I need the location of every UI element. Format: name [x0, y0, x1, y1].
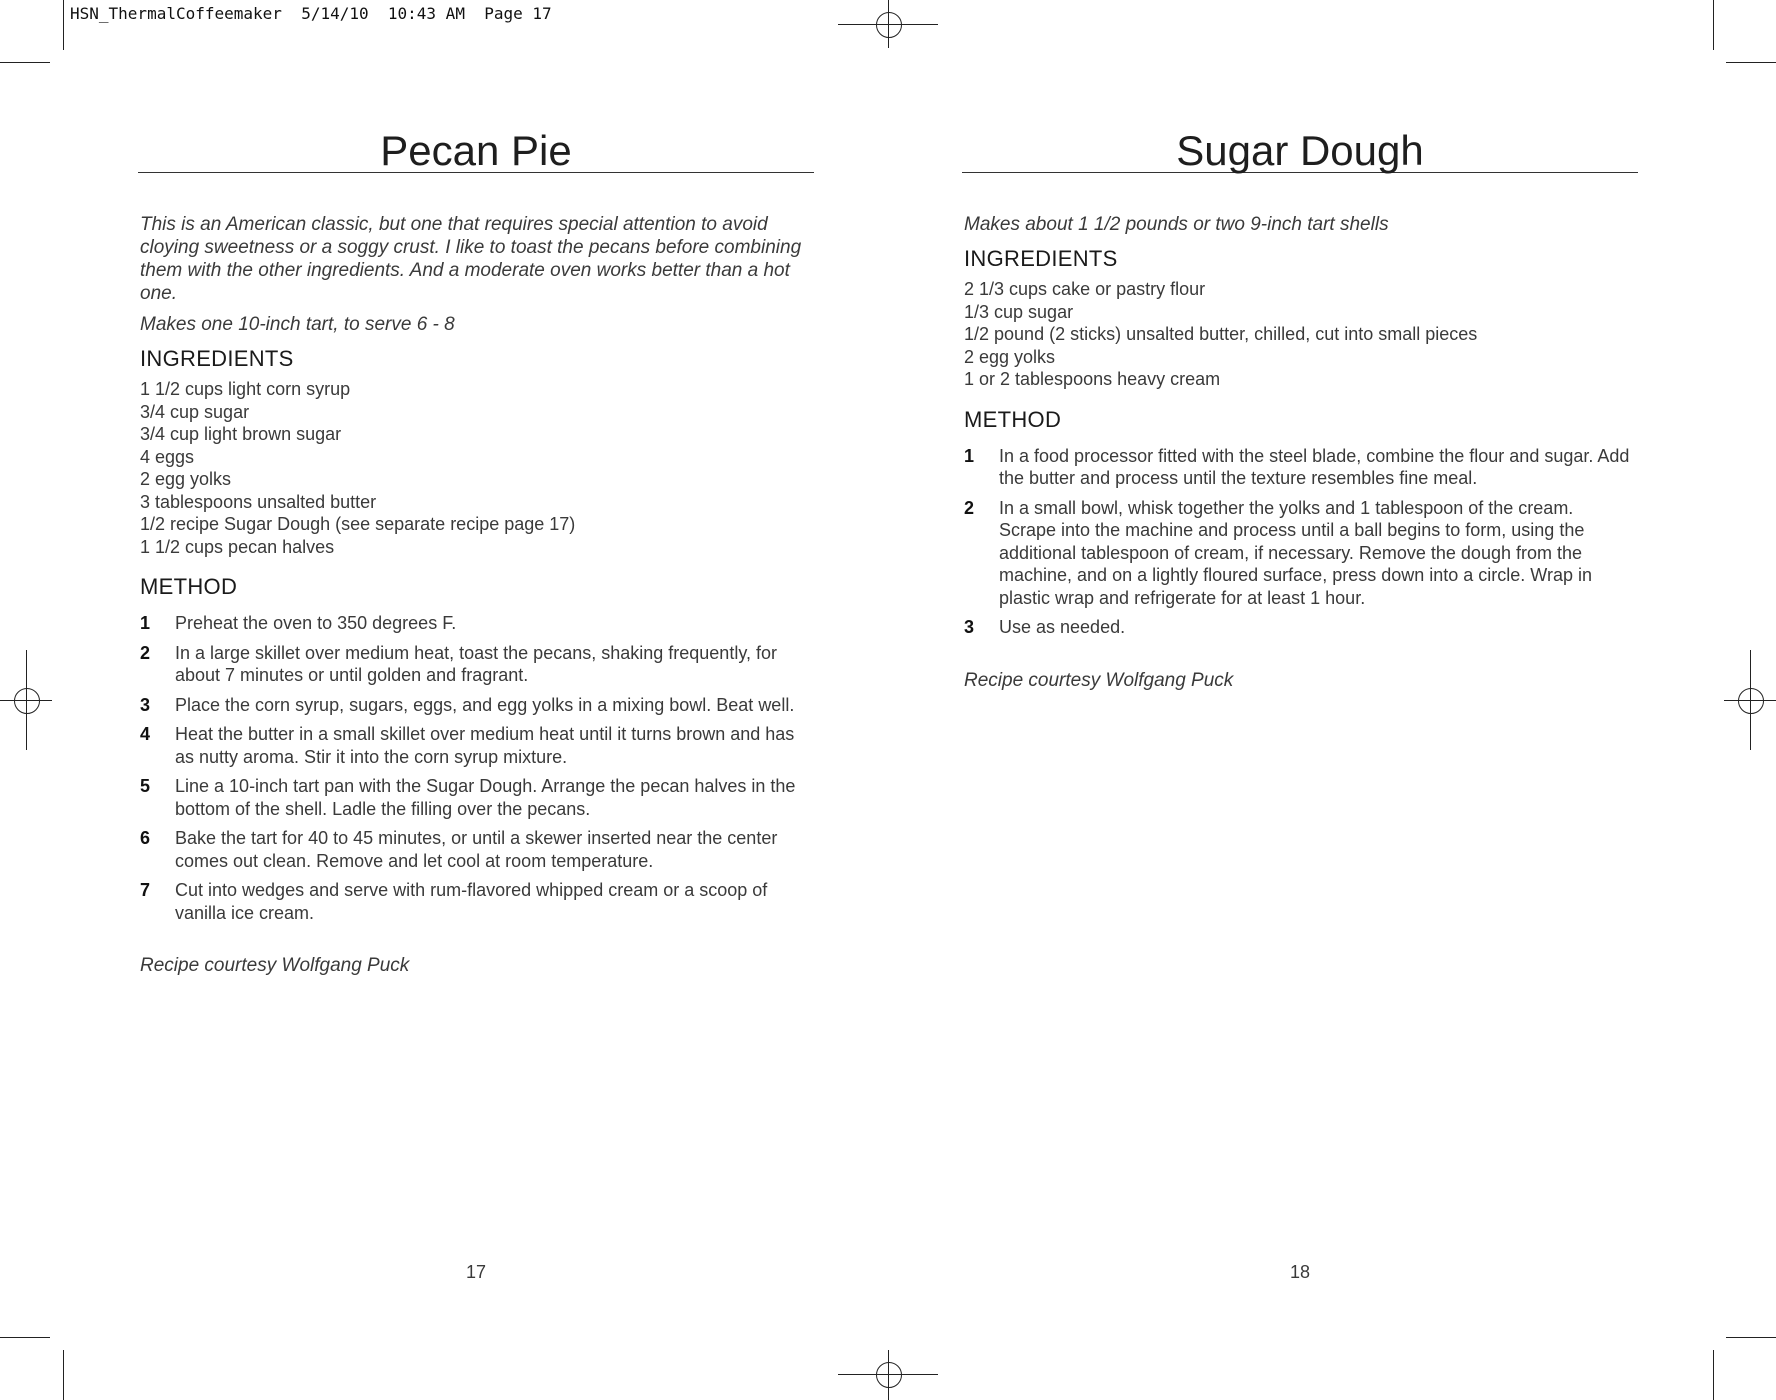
recipe-credit: Recipe courtesy Wolfgang Puck [964, 669, 1234, 691]
step-text: Use as needed. [999, 617, 1126, 637]
recipe-yield: Makes about 1 1/2 pounds or two 9-inch tart shells [964, 214, 1389, 235]
ingredient-item: 4 eggs [140, 446, 195, 467]
method-step [964, 445, 1630, 490]
method-step [140, 642, 806, 687]
method-step [140, 827, 806, 872]
ingredient-item: 2 egg yolks [964, 346, 1056, 367]
method-step [140, 694, 806, 717]
step-text: In a small bowl, whisk together the yolks and 1 tablespoon of the cream. Scrape into the machine and process until a ball begins to form, using the additional tablespoon of cream, if necessary. Remove the dough from the machine, and on a lightly floured surface, press down into a circle. Wrap in plastic wrap and refrigerate for at least 1 hour. [999, 497, 1592, 608]
step-number: 3 [140, 694, 151, 715]
page-number: 18 [1289, 1262, 1311, 1282]
ingredient-item: 1 1/2 cups light corn syrup [140, 379, 351, 399]
recipe-credit: Recipe courtesy Wolfgang Puck [140, 955, 410, 976]
registration-mark [876, 1362, 902, 1388]
ingredient-item: 1/2 pound (2 sticks) unsalted butter, chilled, cut into small pieces [964, 324, 1478, 344]
ingredient-item: 1/2 recipe Sugar Dough (see separate recipe page 17) [140, 514, 576, 534]
recipe-intro: This is an American classic, but one that requires special attention to avoid cloying sweetness or a soggy crust. I like to toast the pecans before combining them with the other ingredients. And a moderate oven works better than a hot one. [140, 214, 802, 304]
registration-mark [14, 688, 40, 714]
step-text: Place the corn syrup, sugars, eggs, and egg yolks in a mixing bowl. Beat well. [175, 694, 795, 715]
crop-mark [1713, 1350, 1714, 1400]
method-list [964, 445, 1630, 639]
crop-mark [63, 1350, 64, 1400]
method-heading: METHOD [964, 406, 1062, 432]
title-rule [962, 120, 1638, 173]
ingredients-heading: INGREDIENTS [140, 346, 294, 371]
step-text: Bake the tart for 40 to 45 minutes, or until a skewer inserted near the center comes out clean. Remove and let cool at room temperature. [175, 828, 778, 871]
ingredient-item: 1 1/2 cups pecan halves [140, 536, 335, 557]
registration-mark [876, 12, 902, 38]
method-step [140, 612, 806, 635]
method-step [140, 775, 806, 820]
step-number: 2 [964, 497, 975, 518]
recipe-title: Sugar Dough [1176, 127, 1424, 174]
ingredients-heading: INGREDIENTS [964, 246, 1118, 271]
recipe-body [962, 213, 1630, 692]
print-slug-line: HSN_ThermalCoffeemaker 5/14/10 10:43 AM Page 17 [70, 4, 552, 23]
ingredient-item: 2 1/3 cups cake or pastry flour [964, 279, 1206, 299]
method-step [964, 616, 1630, 639]
ingredient-item: 3 tablespoons unsalted butter [140, 491, 377, 512]
step-text: Preheat the oven to 350 degrees F. [175, 613, 457, 633]
method-step [140, 723, 806, 768]
ingredient-item: 1 or 2 tablespoons heavy cream [964, 369, 1221, 389]
step-number: 1 [140, 613, 151, 633]
ingredient-item: 1/3 cup sugar [964, 301, 1074, 322]
step-number: 6 [140, 828, 151, 848]
crop-mark [0, 62, 50, 63]
crop-mark [1726, 62, 1776, 63]
page-number: 17 [465, 1262, 487, 1282]
recipe-body [138, 213, 806, 977]
recipe-yield: Makes one 10-inch tart, to serve 6 - 8 [140, 314, 455, 335]
step-text: Heat the butter in a small skillet over medium heat until it turns brown and has as nutty aroma. Stir it into the corn syrup mixture. [175, 724, 795, 767]
ingredient-item: 2 egg yolks [140, 469, 232, 489]
method-step [964, 497, 1630, 610]
crop-mark [63, 0, 64, 50]
step-text: In a large skillet over medium heat, toast the pecans, shaking frequently, for about 7 minutes or until golden and fragrant. [175, 642, 777, 685]
method-step [140, 879, 806, 924]
registration-mark [1738, 688, 1764, 714]
crop-mark [1726, 1337, 1776, 1338]
step-number: 5 [140, 776, 151, 796]
step-text: Cut into wedges and serve with rum-flavored whipped cream or a scoop of vanilla ice cream. [175, 880, 768, 923]
method-list [140, 612, 806, 924]
step-number: 2 [140, 642, 151, 663]
step-number: 4 [140, 724, 151, 744]
title-rule [138, 120, 814, 173]
crop-mark [1713, 0, 1714, 50]
method-heading: METHOD [140, 574, 238, 599]
ingredient-item: 3/4 cup light brown sugar [140, 424, 342, 444]
step-text: In a food processor fitted with the steel blade, combine the flour and sugar. Add the butter and process until the texture resembles fine meal. [999, 445, 1630, 488]
recipe-page-pecan-pie [138, 120, 814, 977]
ingredients-list [140, 378, 806, 558]
ingredients-list [964, 278, 1630, 391]
step-number: 7 [140, 880, 151, 900]
crop-mark [0, 1337, 50, 1338]
step-number: 3 [964, 617, 975, 637]
recipe-page-sugar-dough [962, 120, 1638, 692]
ingredient-item: 3/4 cup sugar [140, 401, 250, 422]
recipe-title: Pecan Pie [380, 127, 572, 174]
step-number: 1 [964, 445, 975, 466]
step-text: Line a 10-inch tart pan with the Sugar Dough. Arrange the pecan halves in the bottom of the shell. Ladle the filling over the pecans. [175, 776, 796, 819]
